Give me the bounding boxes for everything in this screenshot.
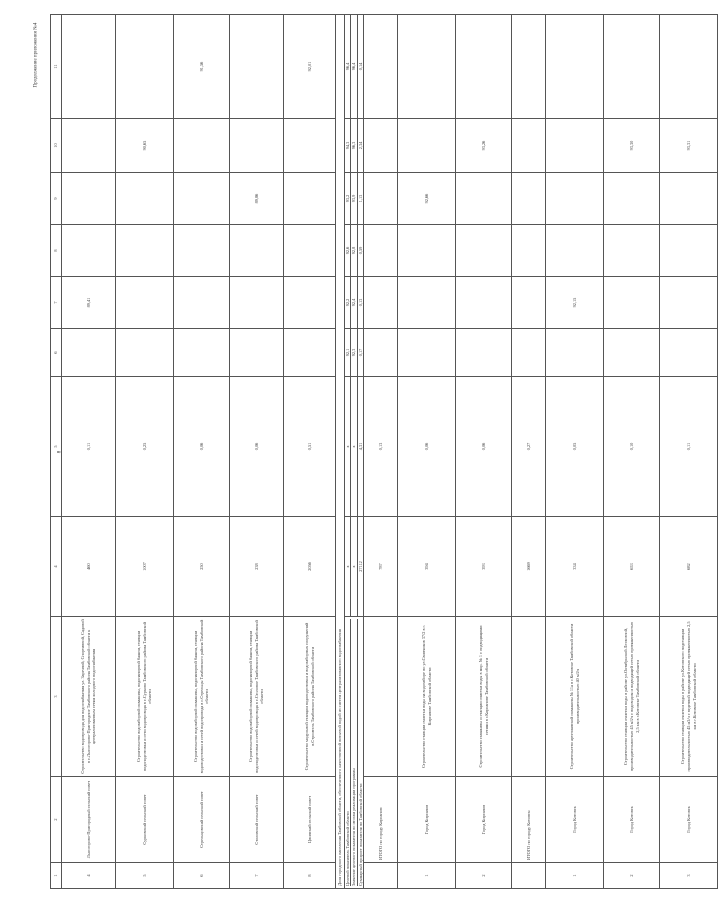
summary-value: 96,3	[351, 119, 358, 172]
cell-col-3	[364, 617, 398, 777]
cell-col-8	[230, 225, 284, 277]
summary-value: 1,13	[357, 194, 363, 203]
col-header: 5	[51, 377, 62, 517]
cell-col-8	[116, 225, 174, 277]
col-header: 2	[51, 777, 62, 863]
cell-col-7	[456, 277, 512, 329]
summary-value: 92,8	[351, 225, 358, 276]
cell-col-8	[604, 225, 660, 277]
summary-col-9	[344, 173, 364, 225]
cell-col-7	[116, 277, 174, 329]
cell-col-2: Столовский сельский совет	[230, 777, 284, 863]
table-row	[456, 15, 512, 889]
cell-col-8	[512, 225, 546, 277]
cell-col-11	[62, 15, 116, 119]
cell-col-9	[284, 173, 336, 225]
cell-col-7	[230, 277, 284, 329]
cell-col-9	[116, 173, 174, 225]
cell-col-3: Строительство водозаборной скважины, водонапорной башни, станции водоподготовки и сетей водопровода в с.Стрельцы Тамбовского района Тамбовской области	[174, 617, 230, 777]
cell-col-6	[62, 329, 116, 377]
total-row	[512, 15, 546, 889]
cell-col-10	[398, 119, 456, 173]
table-body-cities	[364, 15, 718, 889]
summary-col-5	[344, 377, 364, 517]
cell-col-6	[512, 329, 546, 377]
cell-col-7	[364, 277, 398, 329]
summary-col-10	[344, 119, 364, 173]
summary-value: 4,31	[357, 442, 363, 451]
summary-col-6	[344, 329, 364, 377]
cell-col-1: 7	[230, 863, 284, 889]
cell-col-7: 92,15	[546, 277, 604, 329]
cell-col-11	[456, 15, 512, 119]
cell-col-3: Строительство скважины и станции очистки воды в мкр. № 1 с подводящими сетями в г.Кирсанове Тамбовской области	[456, 617, 512, 777]
cell-col-5: 0,11	[660, 377, 718, 517]
cell-col-9	[512, 173, 546, 225]
rotated-table-container	[50, 15, 697, 889]
cell-col-2: Город Котовск	[604, 777, 660, 863]
cell-col-6	[116, 329, 174, 377]
cell-col-9	[456, 173, 512, 225]
summary-value: 0,17	[357, 348, 363, 357]
page-number: 8	[57, 450, 63, 454]
cell-col-11	[398, 15, 456, 119]
summary-labels	[344, 617, 364, 889]
appendix-label: Продолжение приложения №4	[33, 22, 39, 88]
cell-col-7	[512, 277, 546, 329]
cell-col-3: Строительство станции очистки воды в районе ул.Октябрьской Лесхозной, производительностью 45 м3/ч с водоводом и подводящей сетью протяженностью 2,5 км в г.Котовске Тамбовской области	[604, 617, 660, 777]
cell-col-2: Сурковский сельский совет	[116, 777, 174, 863]
cell-col-3: Строительство водопровода для водоснабжения ул. Заречной, Спортивной, Садовой в с.Лысогорово-Пригородное Тамбовского района Тамбовской области к централизованным сетям холодного водоснабжения	[62, 617, 116, 777]
summary-value: 92,3	[351, 329, 358, 376]
cell-col-9	[660, 173, 718, 225]
table-row	[174, 15, 230, 889]
summary-value: 0,14	[357, 62, 363, 71]
cell-col-11: 91,56	[174, 15, 230, 119]
cell-col-5: 0,05	[546, 377, 604, 517]
summary-value: х	[351, 377, 358, 516]
cell-col-11	[512, 15, 546, 119]
cell-col-1	[512, 863, 546, 889]
table-row	[546, 15, 604, 889]
cell-col-9: 92,66	[398, 173, 456, 225]
cell-col-4: 2056	[284, 517, 336, 617]
table-row	[62, 15, 116, 889]
cell-col-2: Цнинский сельский совет	[284, 777, 336, 863]
cell-col-5: 0,27	[512, 377, 546, 517]
cell-col-7	[604, 277, 660, 329]
cell-col-7	[398, 277, 456, 329]
cell-col-1: 6	[174, 863, 230, 889]
summary-value: 27112	[357, 561, 363, 572]
cell-col-6	[604, 329, 660, 377]
cell-col-3: Строительство артезианской скважины № 11а в г.Котовске Тамбовской области производительностью 40 м3/ч	[546, 617, 604, 777]
summary-value: х	[351, 517, 358, 616]
summary-col-7	[344, 277, 364, 329]
cell-col-11	[604, 15, 660, 119]
table-row	[230, 15, 284, 889]
cell-col-10: 93,30	[604, 119, 660, 173]
cell-col-5: 0,25	[116, 377, 174, 517]
summary-label: Целевой показатель Тамбовской области	[345, 619, 352, 886]
cell-col-5: 0,06	[398, 377, 456, 517]
cell-col-8	[174, 225, 230, 277]
cell-col-3: Строительство водозаборной скважины, водонапорной башни, станции водоподготовки и сети водопровода в с.Сурково Тамбовского района Тамбовской области	[116, 617, 174, 777]
col-header: 11	[51, 15, 62, 119]
cell-col-2: ИТОГО по городу Кирсанов:	[364, 777, 398, 863]
summary-value: 92,2	[345, 277, 352, 328]
cell-col-5: 0,06	[230, 377, 284, 517]
cell-col-7	[284, 277, 336, 329]
cell-col-9	[174, 173, 230, 225]
table-row	[604, 15, 660, 889]
cell-col-6	[174, 329, 230, 377]
summary-value: 94,3	[345, 119, 352, 172]
cell-col-1	[364, 863, 398, 889]
summary-col-4	[344, 517, 364, 617]
cell-col-2: ИТОГО по городу Котовск:	[512, 777, 546, 863]
program-table	[50, 14, 718, 889]
col-header: 4	[51, 517, 62, 617]
summary-value: 0,13	[357, 298, 363, 307]
summary-col-8	[344, 225, 364, 277]
col-header: 8	[51, 225, 62, 277]
cell-col-6	[284, 329, 336, 377]
cell-col-5: 0,11	[62, 377, 116, 517]
cell-col-1: 1	[546, 863, 604, 889]
cell-col-10	[512, 119, 546, 173]
col-header: 7	[51, 277, 62, 329]
col-header: 9	[51, 173, 62, 225]
cell-col-4: 238	[230, 517, 284, 617]
cell-col-10: 93,31	[660, 119, 718, 173]
cell-col-6	[364, 329, 398, 377]
cell-col-2: Город Кирсанов	[398, 777, 456, 863]
cell-col-3: Строительство станции очистки воды на водозаборе по ул.Свинчиков 37/2 в г. Кирсанове Тамбовской области	[398, 617, 456, 777]
cell-col-4: 653	[604, 517, 660, 617]
cell-col-4: 787	[364, 517, 398, 617]
summary-value: 92,6	[345, 225, 352, 276]
cell-col-8	[456, 225, 512, 277]
cell-col-9	[62, 173, 116, 225]
cell-col-5: 0,06	[174, 377, 230, 517]
cell-col-2: Город Кирсанов	[456, 777, 512, 863]
cell-col-9	[364, 173, 398, 225]
cell-col-10	[284, 119, 336, 173]
cell-col-8	[284, 225, 336, 277]
col-header: 6	[51, 329, 62, 377]
cell-col-6	[660, 329, 718, 377]
summary-block	[344, 15, 364, 889]
table-body-summary	[336, 15, 364, 889]
cell-col-2: Стрельцовский сельский совет	[174, 777, 230, 863]
cell-col-8	[398, 225, 456, 277]
cell-col-1: 2	[604, 863, 660, 889]
cell-col-5: 0,06	[456, 377, 512, 517]
cell-col-1: 2	[456, 863, 512, 889]
cell-col-4: 1007	[116, 517, 174, 617]
table-row	[116, 15, 174, 889]
cell-col-11	[230, 15, 284, 119]
cell-col-4: 682	[660, 517, 718, 617]
section-title-row	[336, 15, 345, 889]
summary-value: 93,2	[345, 173, 352, 224]
cell-col-1: 4	[62, 863, 116, 889]
summary-value: х	[345, 517, 352, 616]
header-row	[51, 15, 62, 889]
cell-col-9: 89,86	[230, 173, 284, 225]
cell-col-10	[546, 119, 604, 173]
cell-col-11: 92,01	[284, 15, 336, 119]
cell-col-2: Лысогорово-Пригородный сельский совет	[62, 777, 116, 863]
cell-col-10	[364, 119, 398, 173]
cell-col-3: Строительство модульной станции водоподготовки и водозаборных сооружений п.Строитель Тамбовского района Тамбовской области	[284, 617, 336, 777]
summary-value: 2,34	[357, 141, 363, 150]
cell-col-11	[546, 15, 604, 119]
table-body-settlements	[62, 15, 336, 889]
cell-col-5: 0,10	[604, 377, 660, 517]
cell-col-9	[546, 173, 604, 225]
cell-col-10	[230, 119, 284, 173]
cell-col-8	[660, 225, 718, 277]
cell-col-4: 460	[62, 517, 116, 617]
summary-label: Значение целевого показателя по итогам реализации программы	[351, 619, 358, 886]
col-header: 3	[51, 617, 62, 777]
table-row	[660, 15, 718, 889]
cell-col-1: 1	[398, 863, 456, 889]
summary-value: 0,59	[357, 246, 363, 255]
cell-col-7: 89,41	[62, 277, 116, 329]
cell-col-6	[546, 329, 604, 377]
summary-value: 93,9	[351, 173, 358, 224]
cell-col-3	[512, 617, 546, 777]
section-title: Доля городского населения Тамбовской области, обеспеченного качественной питьевой водой из систем централизованного водоснабжения	[336, 15, 345, 889]
summary-value: 96,4	[345, 15, 352, 118]
cell-col-11	[364, 15, 398, 119]
cell-col-2: Город Котовск	[660, 777, 718, 863]
summary-value: 96,4	[351, 15, 358, 118]
cell-col-4: 393	[456, 517, 512, 617]
table-row	[284, 15, 336, 889]
cell-col-8	[364, 225, 398, 277]
cell-col-1: 5	[116, 863, 174, 889]
cell-col-4: 394	[398, 517, 456, 617]
cell-col-4: 334	[546, 517, 604, 617]
cell-col-1: 3	[660, 863, 718, 889]
cell-col-6	[398, 329, 456, 377]
cell-col-11	[116, 15, 174, 119]
cell-col-9	[604, 173, 660, 225]
col-header: 10	[51, 119, 62, 173]
cell-col-1: 8	[284, 863, 336, 889]
col-header: 1	[51, 863, 62, 889]
cell-col-7	[660, 277, 718, 329]
summary-label: Суммарный прирост показателя по Тамбовской области	[357, 783, 363, 886]
cell-col-7	[174, 277, 230, 329]
cell-col-11	[660, 15, 718, 119]
total-row	[364, 15, 398, 889]
cell-col-10: 93,26	[456, 119, 512, 173]
cell-col-3: Строительство водозаборной скважины, водонапорной башни, станции водоподготовки и сетей водопровода в с.Столовое Тамбовского района Тамбовской области	[230, 617, 284, 777]
cell-col-8	[62, 225, 116, 277]
summary-col-11	[344, 15, 364, 119]
cell-col-10: 90,65	[116, 119, 174, 173]
cell-col-3: Строительство станции очистки воды в районе ул.Котовского подстанции производительностью 45 м3/ч с веденной подводящей сетью протяженностью 2,5 км в г.Котовске Тамбовской области	[660, 617, 718, 777]
summary-value: 92,4	[351, 277, 358, 328]
summary-value: 92,1	[345, 329, 352, 376]
summary-value: х	[345, 377, 352, 516]
cell-col-2: Город Котовск	[546, 777, 604, 863]
cell-col-8	[546, 225, 604, 277]
table-row	[398, 15, 456, 889]
cell-col-10	[62, 119, 116, 173]
cell-col-6	[230, 329, 284, 377]
cell-col-5: 0,13	[364, 377, 398, 517]
cell-col-10	[174, 119, 230, 173]
cell-col-4: 250	[174, 517, 230, 617]
cell-col-5: 0,51	[284, 377, 336, 517]
cell-col-4: 1669	[512, 517, 546, 617]
cell-col-6	[456, 329, 512, 377]
